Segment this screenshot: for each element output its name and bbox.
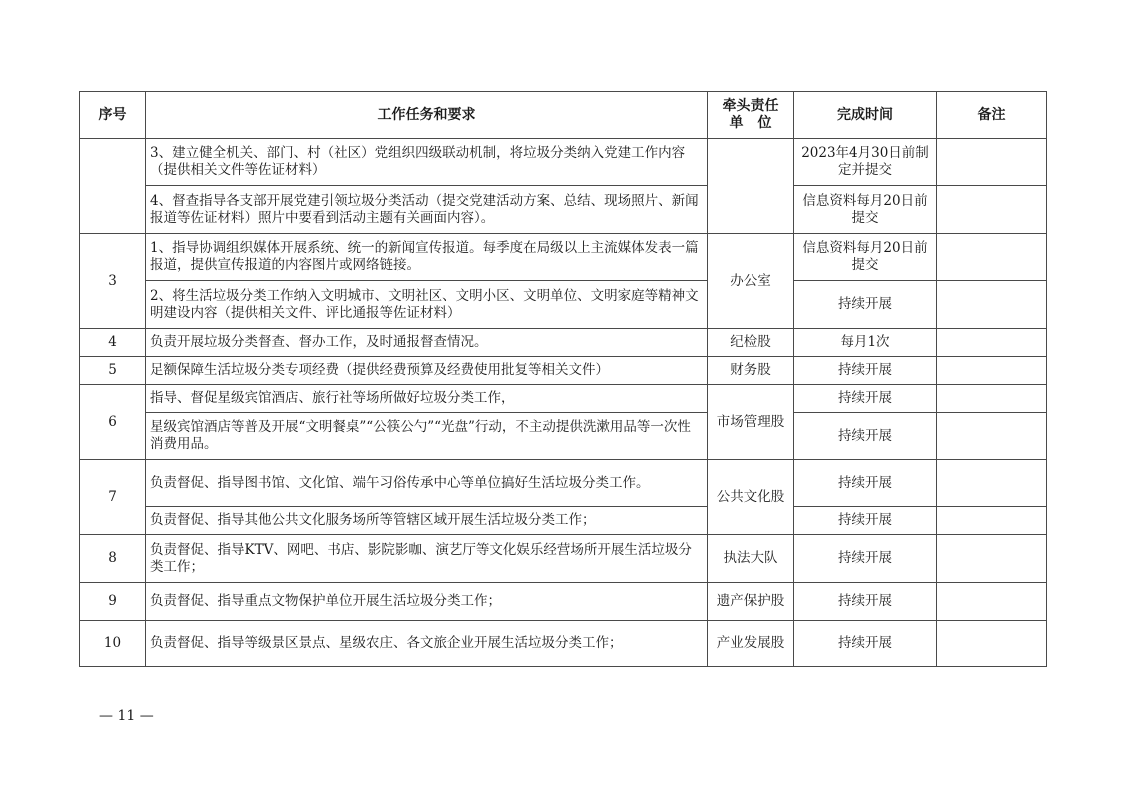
header-row bbox=[80, 92, 1047, 139]
table-row bbox=[80, 234, 1047, 281]
table-row bbox=[80, 186, 1047, 234]
cell-time: 持续开展 bbox=[794, 281, 937, 329]
cell-time: 持续开展 bbox=[794, 357, 937, 385]
cell-note bbox=[937, 385, 1047, 413]
cell-note bbox=[937, 234, 1047, 281]
cell-seq: 10 bbox=[80, 621, 146, 667]
cell-task: 1、指导协调组织媒体开展系统、统一的新闻宣传报道。每季度在局级以上主流媒体发表一篇报道，提供宣传报道的内容图片或网络链接。 bbox=[146, 234, 708, 281]
cell-task: 3、建立健全机关、部门、村（社区）党组织四级联动机制，将垃圾分类纳入党建工作内容（提供相关文件等佐证材料） bbox=[146, 139, 708, 186]
cell-seq bbox=[80, 139, 146, 234]
cell-task: 指导、督促星级宾馆酒店、旅行社等场所做好垃圾分类工作， bbox=[146, 385, 708, 413]
table-row bbox=[80, 385, 1047, 413]
cell-unit: 市场管理股 bbox=[708, 385, 794, 460]
cell-time: 持续开展 bbox=[794, 413, 937, 460]
header-seq: 序号 bbox=[80, 92, 146, 139]
cell-unit: 财务股 bbox=[708, 357, 794, 385]
page-number: — 11 — bbox=[99, 708, 154, 724]
cell-task: 负责督促、指导等级景区景点、星级农庄、各文旅企业开展生活垃圾分类工作； bbox=[146, 621, 708, 667]
header-unit-line2: 单位 bbox=[729, 115, 786, 131]
cell-time: 2023年4月30日前制定并提交 bbox=[794, 139, 937, 186]
header-unit bbox=[708, 92, 794, 139]
cell-task: 负责督促、指导重点文物保护单位开展生活垃圾分类工作； bbox=[146, 583, 708, 621]
header-time: 完成时间 bbox=[794, 92, 937, 139]
cell-note bbox=[937, 357, 1047, 385]
table-row bbox=[80, 507, 1047, 535]
cell-task: 4、督查指导各支部开展党建引领垃圾分类活动（提交党建活动方案、总结、现场照片、新闻报道等佐证材料）照片中要看到活动主题有关画面内容）。 bbox=[146, 186, 708, 234]
cell-unit: 纪检股 bbox=[708, 329, 794, 357]
header-note: 备注 bbox=[937, 92, 1047, 139]
cell-note bbox=[937, 281, 1047, 329]
cell-seq: 9 bbox=[80, 583, 146, 621]
cell-time: 持续开展 bbox=[794, 385, 937, 413]
table-row bbox=[80, 413, 1047, 460]
cell-unit: 公共文化股 bbox=[708, 460, 794, 535]
cell-note bbox=[937, 507, 1047, 535]
cell-time: 信息资料每月20日前提交 bbox=[794, 186, 937, 234]
cell-note bbox=[937, 329, 1047, 357]
table-row bbox=[80, 621, 1047, 667]
cell-seq: 3 bbox=[80, 234, 146, 329]
table-row bbox=[80, 139, 1047, 186]
header-task: 工作任务和要求 bbox=[146, 92, 708, 139]
cell-task: 2、将生活垃圾分类工作纳入文明城市、文明社区、文明小区、文明单位、文明家庭等精神文明建设内容（提供相关文件、评比通报等佐证材料） bbox=[146, 281, 708, 329]
cell-note bbox=[937, 413, 1047, 460]
cell-time: 持续开展 bbox=[794, 460, 937, 507]
cell-unit: 遗产保护股 bbox=[708, 583, 794, 621]
cell-task: 负责督促、指导图书馆、文化馆、端午习俗传承中心等单位搞好生活垃圾分类工作。 bbox=[146, 460, 708, 507]
cell-unit bbox=[708, 139, 794, 234]
table-row bbox=[80, 329, 1047, 357]
cell-time: 信息资料每月20日前提交 bbox=[794, 234, 937, 281]
cell-time: 持续开展 bbox=[794, 621, 937, 667]
table-row bbox=[80, 281, 1047, 329]
cell-note bbox=[937, 583, 1047, 621]
cell-note bbox=[937, 535, 1047, 583]
cell-task: 负责开展垃圾分类督查、督办工作，及时通报督查情况。 bbox=[146, 329, 708, 357]
cell-seq: 6 bbox=[80, 385, 146, 460]
cell-task: 足额保障生活垃圾分类专项经费（提供经费预算及经费使用批复等相关文件） bbox=[146, 357, 708, 385]
header-unit-line1: 牵头责任 bbox=[722, 98, 779, 114]
cell-note bbox=[937, 139, 1047, 186]
cell-seq: 4 bbox=[80, 329, 146, 357]
cell-seq: 8 bbox=[80, 535, 146, 583]
cell-time: 持续开展 bbox=[794, 535, 937, 583]
table-row bbox=[80, 535, 1047, 583]
cell-task: 负责督促、指导其他公共文化服务场所等管辖区域开展生活垃圾分类工作； bbox=[146, 507, 708, 535]
cell-note bbox=[937, 186, 1047, 234]
task-table bbox=[79, 91, 1047, 667]
cell-time: 持续开展 bbox=[794, 583, 937, 621]
cell-note bbox=[937, 460, 1047, 507]
cell-time: 持续开展 bbox=[794, 507, 937, 535]
cell-unit: 办公室 bbox=[708, 234, 794, 329]
table-row bbox=[80, 583, 1047, 621]
table-row bbox=[80, 460, 1047, 507]
cell-task: 星级宾馆酒店等普及开展“文明餐桌”“公筷公勺”“光盘”行动，不主动提供洗漱用品等一次性消费用品。 bbox=[146, 413, 708, 460]
table-row bbox=[80, 357, 1047, 385]
cell-seq: 5 bbox=[80, 357, 146, 385]
cell-note bbox=[937, 621, 1047, 667]
cell-unit: 执法大队 bbox=[708, 535, 794, 583]
cell-seq: 7 bbox=[80, 460, 146, 535]
cell-task: 负责督促、指导KTV、网吧、书店、影院影咖、演艺厅等文化娱乐经营场所开展生活垃圾分类工作； bbox=[146, 535, 708, 583]
cell-unit: 产业发展股 bbox=[708, 621, 794, 667]
cell-time: 每月1次 bbox=[794, 329, 937, 357]
